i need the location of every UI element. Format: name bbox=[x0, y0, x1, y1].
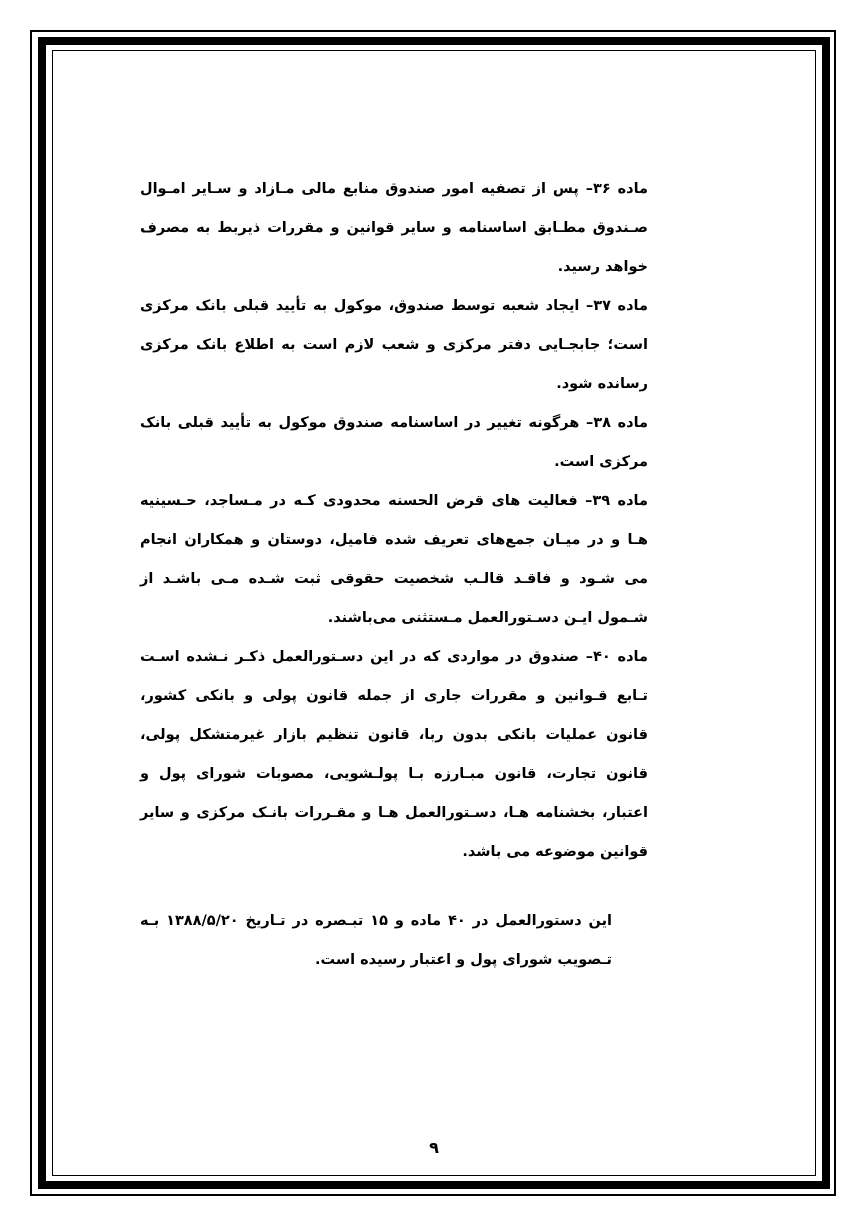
article-36 bbox=[140, 170, 648, 287]
article-40 bbox=[140, 638, 648, 872]
article-text: فعالیت های قرض الحسنه محدودی کـه در مـساجد، حـسینیه هـا و در میـان جمع‌های تعریف شده فامیل، دوستان و همکاران انجام می شـود و فاقـد قالـب شخصیت حقوقی ثبت شـده مـی باشـد از شـمول ایـن دسـتورالعمل مـستثنی می‌باشند. bbox=[140, 493, 648, 626]
article-heading: ماده ۳۸– bbox=[585, 415, 648, 431]
article-37 bbox=[140, 287, 648, 404]
article-text: ایجاد شعبه توسط صندوق، موکول به تأیید قبلی بانک مرکزی است؛ جابجـایی دفتر مرکزی و شعب لازم است به اطلاع بانک مرکزی رسانده شود. bbox=[140, 298, 648, 392]
article-text: صندوق در مواردی که در این دسـتورالعمل ذکـر نـشده اسـت تـابع قـوانین و مقررات جاری از جمله قانون پولی و بانکی کشور، قانون عملیات بانکی بدون ربا، قانون تنظیم بازار غیرمتشکل پولی، قانون تجارت، قانون مبـارزه بـا پولـشویی، مصوبات شورای پول و اعتبار، بخشنامه هـا، دسـتورالعمل هـا و مقـررات بانـک مرکزی و سایر قوانین موضوعه می باشد. bbox=[140, 649, 648, 860]
article-heading: ماده ۳۷– bbox=[586, 298, 648, 314]
article-heading: ماده ۳۶– bbox=[585, 181, 648, 197]
article-text: پس از تصفیه امور صندوق منابع مالی مـازاد و سـایر امـوال صـندوق مطـابق اساسنامه و سایر قوانین و مقررات ذیربط به مصرف خواهد رسید. bbox=[140, 181, 648, 275]
article-heading: ماده ۳۹– bbox=[585, 493, 648, 509]
article-39 bbox=[140, 482, 648, 638]
article-38 bbox=[140, 404, 648, 482]
article-text: هرگونه تغییر در اساسنامه صندوق موکول به تأیید قبلی بانک مرکزی است. bbox=[140, 415, 648, 470]
page-number: ۹ bbox=[429, 1138, 439, 1157]
article-heading: ماده ۴۰– bbox=[585, 649, 648, 665]
closing-statement: این دستورالعمل در ۴۰ ماده و ۱۵ تبـصره در تـاریخ ۱۳۸۸/۵/۲۰ بـه تـصویب شورای پول و اعتبار رسیده است. bbox=[140, 913, 612, 968]
document-body bbox=[140, 170, 648, 980]
